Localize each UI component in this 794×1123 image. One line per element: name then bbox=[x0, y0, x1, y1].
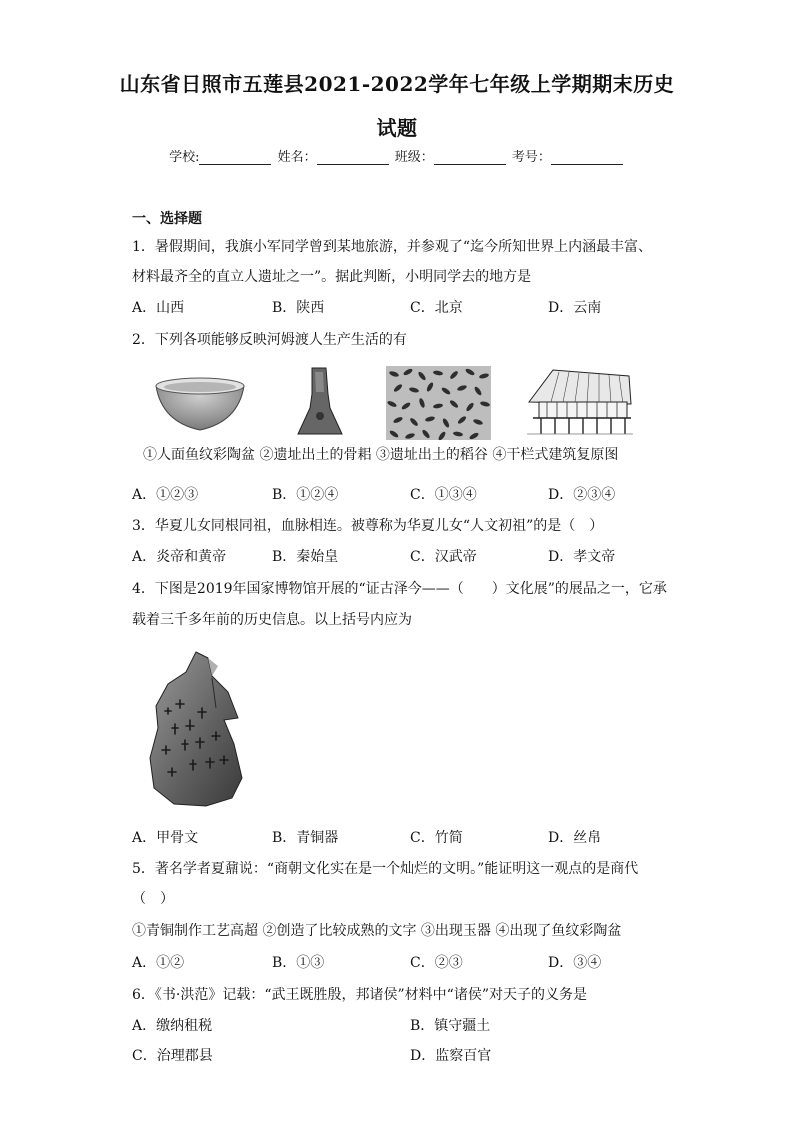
q5-statements: ①青铜制作工艺高超 ②创造了比较成熟的文字 ③出现玉器 ④出现了鱼纹彩陶盆 bbox=[132, 923, 622, 939]
q4-option-d[interactable]: D．丝帛 bbox=[548, 830, 602, 846]
pottery-bowl-image bbox=[150, 372, 250, 436]
q3-option-b[interactable]: B．秦始皇 bbox=[272, 549, 339, 565]
q3-option-d[interactable]: D．孝文帝 bbox=[548, 549, 616, 565]
q1-option-d[interactable]: D．云南 bbox=[548, 300, 602, 316]
school-label: 学校: bbox=[169, 150, 200, 165]
q6-text-line1: 6．《书·洪范》记载：“武王既胜殷，邦诸侯”材料中“诸侯”对天子的义务是 bbox=[132, 987, 587, 1003]
q3-text-line1: 3．华夏儿女同根同祖，血脉相连。被尊称为华夏儿女“人文初祖”的是（ ） bbox=[132, 518, 604, 534]
q4-text-line2: 载着三千多年前的历史信息。以上括号内应为 bbox=[132, 612, 412, 628]
stilt-house-image bbox=[523, 366, 635, 438]
name-blank[interactable] bbox=[317, 150, 389, 165]
q5-text-line2: （ ） bbox=[132, 891, 174, 907]
section-title: 一、选择题 bbox=[132, 211, 202, 227]
q4-option-a[interactable]: A．甲骨文 bbox=[132, 830, 199, 846]
q1-text-line2: 材料最齐全的直立人遗址之一”。据此判断，小明同学去的地方是 bbox=[132, 269, 532, 285]
class-label: 班级： bbox=[394, 150, 434, 165]
q2-option-a[interactable]: A．①②③ bbox=[132, 487, 199, 503]
q5-text-line1: 5．著名学者夏鼐说：“商朝文化实在是一个灿烂的文明。”能证明这一观点的是商代 bbox=[132, 861, 639, 877]
q5-option-c[interactable]: C．②③ bbox=[410, 955, 463, 971]
q5-option-b[interactable]: B．①③ bbox=[272, 955, 325, 971]
q4-option-c[interactable]: C．竹简 bbox=[410, 830, 463, 846]
q1-option-a[interactable]: A．山西 bbox=[132, 300, 185, 316]
q1-text-line1: 1．暑假期间，我旗小军同学曾到某地旅游，并参观了“迄今所知世界上内涵最丰富、 bbox=[132, 239, 653, 255]
q2-text-line1: 2．下列各项能够反映河姆渡人生产生活的有 bbox=[132, 332, 407, 348]
q2-option-b[interactable]: B．①②④ bbox=[272, 487, 339, 503]
class-blank[interactable] bbox=[434, 150, 506, 165]
q2-option-d[interactable]: D．②③④ bbox=[548, 487, 616, 503]
q4-option-b[interactable]: B．青铜器 bbox=[272, 830, 339, 846]
oracle-bone-image bbox=[146, 648, 246, 808]
q5-option-a[interactable]: A．①② bbox=[132, 955, 185, 971]
student-info-row bbox=[0, 146, 794, 165]
q2-option-c[interactable]: C．①③④ bbox=[410, 487, 477, 503]
name-label: 姓名： bbox=[277, 150, 317, 165]
school-blank[interactable] bbox=[199, 150, 271, 165]
q4-text-line1: 4．下图是2019年国家博物馆开展的“证古泽今——（ ）文化展”的展品之一，它承 bbox=[132, 581, 667, 597]
exam-title-line2: 试题 bbox=[376, 116, 418, 140]
exam-number-label: 考号： bbox=[511, 150, 551, 165]
q1-option-c[interactable]: C．北京 bbox=[410, 300, 463, 316]
q6-option-a[interactable]: A．缴纳租税 bbox=[132, 1018, 213, 1034]
q6-option-d[interactable]: D．监察百官 bbox=[410, 1048, 492, 1064]
q5-option-d[interactable]: D．③④ bbox=[548, 955, 602, 971]
rice-grains-image bbox=[386, 366, 491, 440]
q6-option-b[interactable]: B．镇守疆土 bbox=[410, 1018, 491, 1034]
q2-image-captions: ①人面鱼纹彩陶盆 ②遗址出土的骨耜 ③遗址出土的稻谷 ④干栏式建筑复原图 bbox=[143, 447, 619, 463]
q1-option-b[interactable]: B．陕西 bbox=[272, 300, 325, 316]
exam-title-line1: 山东省日照市五莲县2021-2022学年七年级上学期期末历史 bbox=[119, 72, 675, 96]
q3-option-a[interactable]: A．炎帝和黄帝 bbox=[132, 549, 227, 565]
bone-spade-image bbox=[290, 364, 350, 442]
exam-number-blank[interactable] bbox=[551, 150, 623, 165]
q3-option-c[interactable]: C．汉武帝 bbox=[410, 549, 477, 565]
q6-option-c[interactable]: C．治理郡县 bbox=[132, 1048, 213, 1064]
